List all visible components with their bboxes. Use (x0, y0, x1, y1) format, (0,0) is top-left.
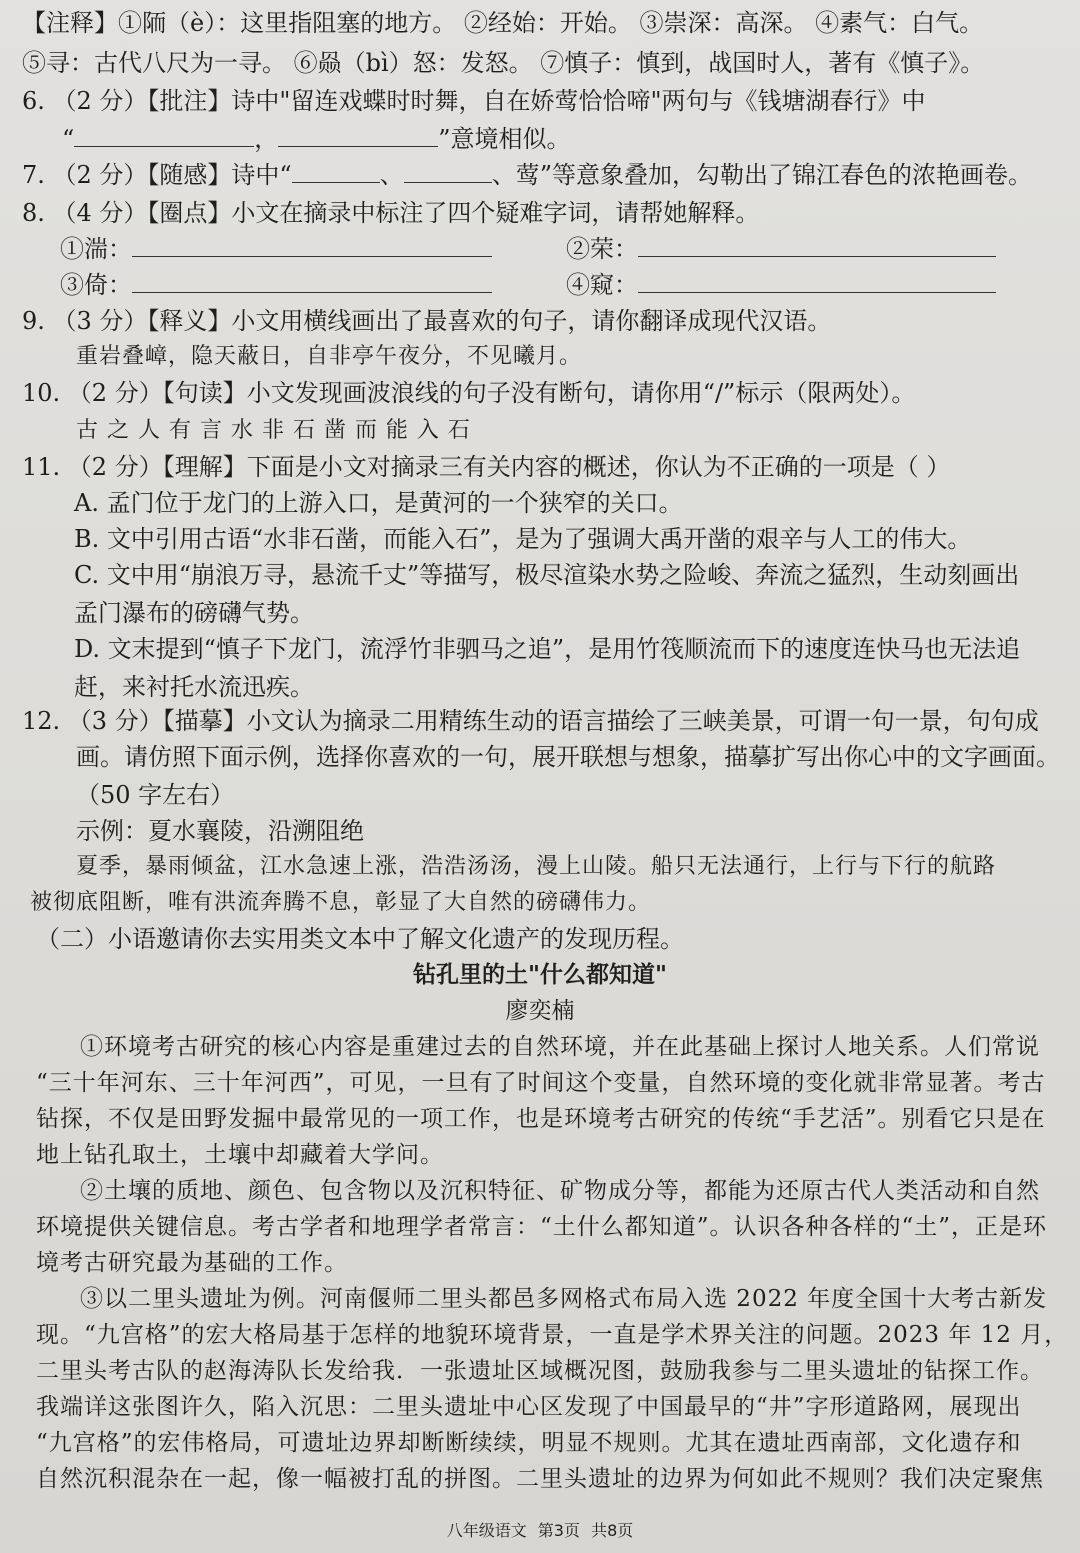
question-10-quote: 古 之 人 有 言 水 非 石 凿 而 能 入 石 (76, 418, 471, 443)
article-author: 廖奕楠 (505, 998, 575, 1024)
question-7: 7. （2 分）【随感】诗中“ 、 、莺”等意象叠加，勾勒出了锦江春色的浓艳画卷。 (22, 161, 1032, 189)
answer-blank[interactable] (638, 234, 996, 257)
article-title: 钻孔里的土"什么都知道" (413, 962, 667, 988)
question-10-stem: 10. （2 分）【句读】小文发现画波浪线的句子没有断句，请你用“/”标示（限两处）。 (22, 379, 916, 407)
question-11-stem: 11. （2 分）【理解】下面是小文对摘录三有关内容的概述，你认为不正确的一项是（ ） (22, 453, 951, 481)
option-b: B. 文中引用古语“水非石凿，而能入石”，是为了强调大禹开凿的艰辛与人工的伟大。 (74, 525, 972, 553)
paragraph-2-line: 环境提供关键信息。考古学者和地理学者常言：“土什么都知道”。认识各种各样的“土”，正是环 (36, 1214, 1048, 1240)
paragraph-2-line: ②土壤的质地、颜色、包含物以及沉积特征、矿物成分等，都能为还原古代人类活动和自然 (80, 1178, 1040, 1204)
page-footer: 八年级语文 第3页 共8页 (446, 1521, 634, 1540)
question-8-row-2b: ④窥： (566, 268, 1080, 302)
question-12-wordcount: （50 字左右） (76, 781, 235, 809)
paragraph-1-line: ①环境考古研究的核心内容是重建过去的自然环境，并在此基础上探讨人地关系。人们常说 (80, 1034, 1040, 1060)
question-6-blanks: “ ， ”意境相似。 (62, 125, 571, 153)
paragraph-3-line: “九宫格”的宏伟格局，可遗址边界却断断续续，明显不规则。尤其在遗址西南部，文化遗存和 (36, 1430, 1022, 1456)
answer-blank[interactable] (292, 160, 380, 183)
paragraph-1-line: 钻探，不仅是田野发掘中最常见的一项工作，也是环境考古研究的传统“手艺活”。别看它只是在 (36, 1106, 1046, 1132)
paragraph-1-line: “三十年河东、三十年河西”，可见，一旦有了时间这个变量，自然环境的变化就非常显著。考古 (36, 1070, 1046, 1096)
question-12-sample-1: 夏季，暴雨倾盆，江水急速上涨，浩浩汤汤，漫上山陵。船只无法通行，上行与下行的航路 (76, 854, 997, 879)
option-a: A. 孟门位于龙门的上游入口，是黄河的一个狭窄的关口。 (74, 489, 683, 517)
question-8-row-1b: ②荣： (566, 232, 1080, 266)
section-2-intro: （二）小语邀请你去实用类文本中了解文化遗产的发现历程。 (36, 925, 684, 953)
answer-blank[interactable] (404, 160, 492, 183)
option-c-cont: 孟门瀑布的磅礴气势。 (74, 599, 314, 627)
option-d-cont: 赶，来衬托水流迅疾。 (74, 673, 314, 701)
paragraph-3-line: 自然沉积混杂在一起，像一幅被打乱的拼图。二里头遗址的边界为何如此不规则？我们决定聚焦 (36, 1466, 1044, 1492)
question-9-stem: 9. （3 分）【释义】小文用横线画出了最喜欢的句子，请你翻译成现代汉语。 (22, 307, 832, 335)
paragraph-1-line: 地上钻孔取土，土壤中却藏着大学问。 (36, 1142, 444, 1168)
answer-blank[interactable] (132, 234, 492, 257)
question-12-sample-2: 被彻底阻断，唯有洪流奔腾不息，彰显了大自然的磅礴伟力。 (30, 890, 652, 915)
option-d: D. 文末提到“慎子下龙门，流浮竹非驷马之追”，是用竹筏顺流而下的速度连快马也无法追 (74, 635, 1021, 663)
paragraph-2-line: 境考古研究最为基础的工作。 (36, 1250, 348, 1276)
paragraph-3-line: 现。“九宫格”的宏大格局基于怎样的地貌环境背景，一直是学术界关注的问题。2023 年 12 月， (36, 1322, 1069, 1348)
answer-blank[interactable] (74, 124, 254, 147)
question-8-stem: 8. （4 分）【圈点】小文在摘录中标注了四个疑难字词，请帮她解释。 (22, 199, 760, 227)
answer-blank[interactable] (638, 270, 996, 293)
paragraph-3-line: 二里头考古队的赵海涛队长发给我．一张遗址区域概况图，鼓励我参与二里头遗址的钻探工作。 (36, 1358, 1044, 1384)
paragraph-3-line: ③以二里头遗址为例。河南偃师二里头都邑多网格式布局入选 2022 年度全国十大考古新发 (80, 1286, 1048, 1312)
question-6-stem: 6. （2 分）【批注】诗中"留连戏蝶时时舞，自在娇莺恰恰啼"两句与《钱塘湖春行》中 (22, 87, 926, 115)
question-12-stem: 12. （3 分）【描摹】小文认为摘录二用精练生动的语言描绘了三峡美景，可谓一句一景，句句成 (22, 707, 1039, 735)
option-c: C. 文中用“崩浪万寻，悬流千丈”等描写，极尽渲染水势之险峻、奔流之猛烈，生动刻画出 (74, 561, 1020, 589)
question-8-row-1: ①湍： (60, 232, 1080, 266)
question-9-quote: 重岩叠嶂，隐天蔽日，自非亭午夜分，不见曦月。 (76, 344, 583, 369)
notes-line-1: 【注释】①陑（è）：这里指阻塞的地方。 ②经始：开始。 ③崇深：高深。 ④素气：白气。 (22, 9, 984, 37)
question-12-stem-2: 画。请仿照下面示例，选择你喜欢的一句，展开联想与想象，描摹扩写出你心中的文字画面。 (76, 743, 1060, 771)
paragraph-3-line: 我端详这张图许久，陷入沉思：二里头遗址中心区发现了中国最早的“井”字形道路网，展现出 (36, 1394, 1022, 1420)
question-12-example: 示例：夏水襄陵，沿溯阻绝 (76, 817, 364, 845)
answer-blank[interactable] (132, 270, 492, 293)
notes-line-2: ⑤寻：古代八尺为一寻。 ⑥赑（bì）怒：发怒。 ⑦慎子：慎到，战国时人，著有《慎子》。 (22, 49, 985, 77)
answer-blank[interactable] (278, 124, 438, 147)
question-8-row-2: ③倚： (60, 268, 1080, 302)
